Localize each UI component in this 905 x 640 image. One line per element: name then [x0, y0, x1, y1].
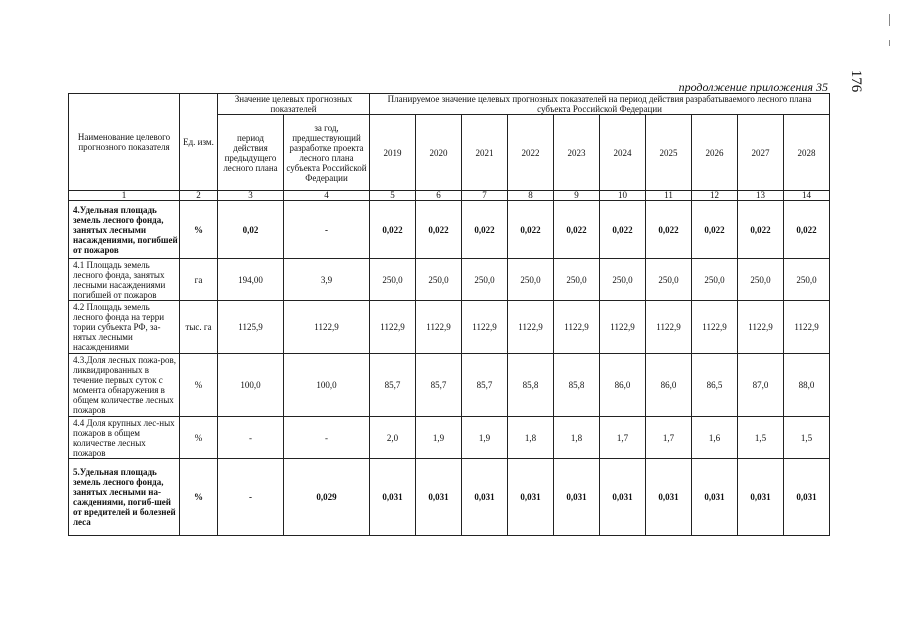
- year-value: 85,8: [508, 354, 554, 417]
- year-value: 0,022: [646, 201, 692, 259]
- indicator-name: 5.Удельная площадь земель лесного фонда, занятых лесными на-саждениями, погиб-шей от вредителей и болезней леса: [69, 459, 180, 536]
- header-year: 2023: [554, 115, 600, 191]
- header-unit: Ед. изм.: [180, 94, 218, 191]
- year-value: 0,031: [416, 459, 462, 536]
- year-value: 250,0: [416, 259, 462, 301]
- prev-year-value: 100,0: [284, 354, 370, 417]
- indicator-name: 4.1 Площадь земель лесного фонда, занятых лесными насаждениями погибшей от пожаров: [69, 259, 180, 301]
- header-year: 2028: [784, 115, 830, 191]
- year-value: 0,031: [508, 459, 554, 536]
- unit-cell: тыс. га: [180, 301, 218, 354]
- table-row: [69, 354, 830, 417]
- prev-period-value: -: [218, 417, 284, 459]
- year-value: 0,031: [554, 459, 600, 536]
- unit-cell: %: [180, 459, 218, 536]
- year-value: 87,0: [738, 354, 784, 417]
- prev-period-value: 100,0: [218, 354, 284, 417]
- year-value: 85,7: [370, 354, 416, 417]
- page-number: 176: [848, 69, 864, 93]
- year-value: 1122,9: [508, 301, 554, 354]
- year-value: 0,022: [738, 201, 784, 259]
- year-value: 85,7: [462, 354, 508, 417]
- year-value: 1,8: [508, 417, 554, 459]
- column-number: 2: [180, 191, 218, 201]
- indicator-name: 4.Удельная площадь земель лесного фонда, занятых лесными насаждениями, погибшей от пожаров: [69, 201, 180, 259]
- table-row: [69, 301, 830, 354]
- year-value: 1122,9: [600, 301, 646, 354]
- year-value: 0,031: [784, 459, 830, 536]
- indicators-table: [68, 93, 830, 536]
- unit-cell: %: [180, 417, 218, 459]
- header-year: 2025: [646, 115, 692, 191]
- prev-period-value: 194,00: [218, 259, 284, 301]
- year-value: 0,031: [370, 459, 416, 536]
- indicator-name: 4.2 Площадь земель лесного фонда на терри тории субъекта РФ, за-нятых лесными насаждениями: [69, 301, 180, 354]
- unit-cell: га: [180, 259, 218, 301]
- year-value: 1122,9: [554, 301, 600, 354]
- year-value: 0,022: [370, 201, 416, 259]
- year-value: 250,0: [646, 259, 692, 301]
- scan-mark: [889, 40, 890, 46]
- indicator-name: 4.3.Доля лесных пожа-ров, ликвидированных в течение первых суток с момента обнаружения в общем количестве лесных пожаров: [69, 354, 180, 417]
- prev-period-value: -: [218, 459, 284, 536]
- header-year: 2020: [416, 115, 462, 191]
- column-number: 13: [738, 191, 784, 201]
- column-number: 4: [284, 191, 370, 201]
- year-value: 250,0: [462, 259, 508, 301]
- year-value: 1122,9: [370, 301, 416, 354]
- column-number: 9: [554, 191, 600, 201]
- header-year: 2027: [738, 115, 784, 191]
- year-value: 0,031: [646, 459, 692, 536]
- year-value: 1122,9: [646, 301, 692, 354]
- unit-cell: %: [180, 354, 218, 417]
- prev-year-value: -: [284, 417, 370, 459]
- column-number: 6: [416, 191, 462, 201]
- year-value: 0,022: [508, 201, 554, 259]
- year-value: 2,0: [370, 417, 416, 459]
- year-value: 1,9: [416, 417, 462, 459]
- header-group-planned: Планируемое значение целевых прогнозных показателей на период действия разрабатываемого лесного плана субъекта Российской Федерации: [370, 94, 830, 115]
- year-value: 0,031: [692, 459, 738, 536]
- year-value: 1122,9: [784, 301, 830, 354]
- table-row: [69, 459, 830, 536]
- column-number: 3: [218, 191, 284, 201]
- column-number: 8: [508, 191, 554, 201]
- header-year: 2026: [692, 115, 738, 191]
- header-year: 2019: [370, 115, 416, 191]
- header-year: 2021: [462, 115, 508, 191]
- year-value: 0,022: [784, 201, 830, 259]
- year-value: 0,022: [462, 201, 508, 259]
- year-value: 250,0: [692, 259, 738, 301]
- year-value: 0,022: [554, 201, 600, 259]
- column-number: 10: [600, 191, 646, 201]
- table-row: [69, 417, 830, 459]
- year-value: 1122,9: [462, 301, 508, 354]
- table-row: [69, 259, 830, 301]
- year-value: 85,8: [554, 354, 600, 417]
- prev-year-value: 1122,9: [284, 301, 370, 354]
- year-value: 1,7: [600, 417, 646, 459]
- year-value: 1122,9: [738, 301, 784, 354]
- continuation-caption: продолжение приложения 35: [678, 80, 828, 94]
- header-prev-year: за год, предшествующий разработке проекта лесного плана субъекта Российской Федерации: [284, 115, 370, 191]
- year-value: 0,031: [738, 459, 784, 536]
- year-value: 1,5: [784, 417, 830, 459]
- year-value: 250,0: [784, 259, 830, 301]
- year-value: 1122,9: [692, 301, 738, 354]
- column-number: 12: [692, 191, 738, 201]
- year-value: 1122,9: [416, 301, 462, 354]
- year-value: 88,0: [784, 354, 830, 417]
- column-number: 11: [646, 191, 692, 201]
- header-year: 2024: [600, 115, 646, 191]
- header-year: 2022: [508, 115, 554, 191]
- year-value: 1,6: [692, 417, 738, 459]
- year-value: 250,0: [508, 259, 554, 301]
- column-number: 5: [370, 191, 416, 201]
- year-value: 1,5: [738, 417, 784, 459]
- column-number: 14: [784, 191, 830, 201]
- year-value: 86,0: [600, 354, 646, 417]
- scan-mark: [889, 14, 890, 26]
- table-row: [69, 201, 830, 259]
- prev-year-value: -: [284, 201, 370, 259]
- header-group-target: Значение целевых прогнозных показателей: [218, 94, 370, 115]
- prev-period-value: 0,02: [218, 201, 284, 259]
- year-value: 0,022: [600, 201, 646, 259]
- header-name: Наименование целевого прогнозного показателя: [69, 94, 180, 191]
- year-value: 86,0: [646, 354, 692, 417]
- year-value: 250,0: [600, 259, 646, 301]
- year-value: 0,022: [416, 201, 462, 259]
- year-value: 0,031: [600, 459, 646, 536]
- year-value: 85,7: [416, 354, 462, 417]
- header-prev-period: период действия предыдущего лесного плана: [218, 115, 284, 191]
- year-value: 1,9: [462, 417, 508, 459]
- column-number: 1: [69, 191, 180, 201]
- year-value: 250,0: [370, 259, 416, 301]
- year-value: 250,0: [738, 259, 784, 301]
- year-value: 1,7: [646, 417, 692, 459]
- indicator-name: 4.4 Доля крупных лес-ных пожаров в общем количестве лесных пожаров: [69, 417, 180, 459]
- year-value: 86,5: [692, 354, 738, 417]
- prev-year-value: 0,029: [284, 459, 370, 536]
- prev-year-value: 3,9: [284, 259, 370, 301]
- year-value: 250,0: [554, 259, 600, 301]
- year-value: 0,022: [692, 201, 738, 259]
- column-number: 7: [462, 191, 508, 201]
- year-value: 0,031: [462, 459, 508, 536]
- prev-period-value: 1125,9: [218, 301, 284, 354]
- unit-cell: %: [180, 201, 218, 259]
- year-value: 1,8: [554, 417, 600, 459]
